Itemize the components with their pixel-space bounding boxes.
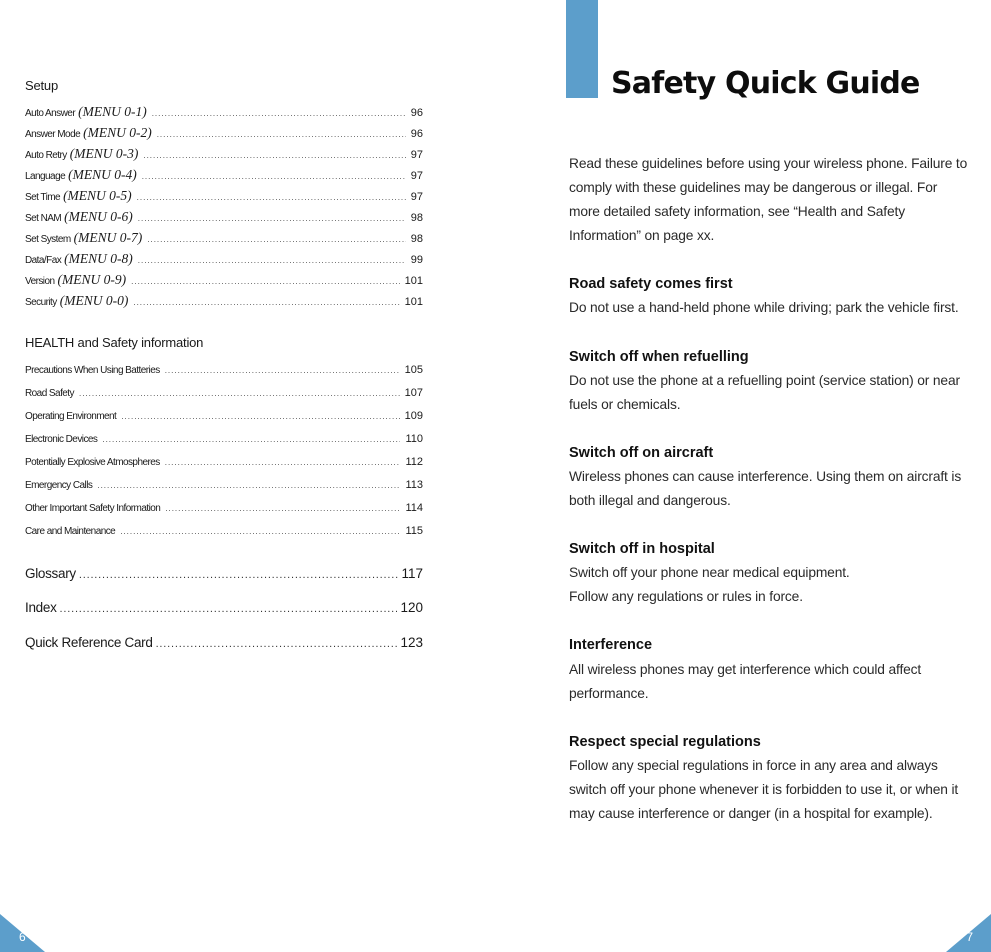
toc-entry[interactable] xyxy=(25,433,423,449)
section-text: Follow any special regulations in force in any area and always switch off your phone whenever it is forbidden to use it, or when it may cause interference or danger (in a hospital for example). xyxy=(569,757,959,821)
toc-entry-page: 97 xyxy=(410,170,423,182)
dot-leader xyxy=(147,235,406,244)
section-heading: Switch off on aircraft xyxy=(569,444,714,461)
toc-entry-label: Road Safety xyxy=(25,388,74,399)
section-heading: Switch off when refuelling xyxy=(569,348,749,365)
toc-entry-page: 99 xyxy=(410,254,423,266)
safety-section xyxy=(569,730,969,826)
dot-leader xyxy=(131,277,400,286)
toc-entry-menu: (MENU 0-6) xyxy=(64,209,133,224)
toc-entry-label: Emergency Calls xyxy=(25,480,93,491)
toc-entry-page: 105 xyxy=(404,364,423,376)
toc-entry-page: 110 xyxy=(405,433,423,445)
toc-entry-page: 98 xyxy=(410,233,423,245)
dot-leader xyxy=(97,481,400,490)
dot-leader xyxy=(165,458,401,467)
toc-entry-page: 117 xyxy=(401,566,423,581)
dot-leader xyxy=(165,504,400,513)
toc-entry-page: 112 xyxy=(405,456,423,468)
toc-entry-page: 107 xyxy=(404,387,423,399)
dot-leader xyxy=(60,603,398,615)
dot-leader xyxy=(79,389,400,398)
dot-leader xyxy=(143,151,405,160)
toc-entry[interactable] xyxy=(25,167,423,183)
toc-entry[interactable] xyxy=(25,479,423,495)
toc-entry-label: Auto Retry xyxy=(25,150,67,161)
dot-leader xyxy=(152,109,406,118)
dot-leader xyxy=(165,366,400,375)
toc-entry-label: Set NAM xyxy=(25,213,62,224)
toc-entry-page: 101 xyxy=(404,275,423,287)
section-heading: Switch off in hospital xyxy=(569,541,715,558)
dot-leader xyxy=(138,214,406,223)
toc-entry-menu: (MENU 0-2) xyxy=(83,125,152,140)
toc-entry-page: 113 xyxy=(405,479,423,491)
safety-guide-body xyxy=(569,152,969,826)
toc-entry-page: 115 xyxy=(405,525,423,537)
toc-entry-page: 96 xyxy=(410,128,423,140)
toc-entry-label: Auto Answer xyxy=(25,108,76,119)
safety-section xyxy=(569,537,969,609)
toc-entry[interactable] xyxy=(25,293,423,309)
toc-entry-label: Care and Maintenance xyxy=(25,526,116,537)
setup-heading: Setup xyxy=(25,78,58,93)
toc-entry-menu: (MENU 0-9) xyxy=(57,272,127,287)
toc-entry[interactable] xyxy=(25,188,423,204)
toc-entry-menu: (MENU 0-0) xyxy=(59,293,129,308)
toc-entry-page: 97 xyxy=(410,191,423,203)
toc-major-entry[interactable] xyxy=(25,635,423,655)
toc-entry-label: Version xyxy=(25,276,55,287)
toc-entry[interactable] xyxy=(25,456,423,472)
toc-entry-menu: (MENU 0-7) xyxy=(73,230,143,245)
toc-entry[interactable] xyxy=(25,525,423,541)
toc-entry-menu: (MENU 0-3) xyxy=(69,146,139,161)
toc-entry-page: 96 xyxy=(410,107,423,119)
safety-section xyxy=(569,441,969,513)
toc-entry-label: Language xyxy=(25,171,66,182)
toc-entry[interactable] xyxy=(25,387,423,403)
toc-entry[interactable] xyxy=(25,272,423,288)
section-heading: Interference xyxy=(569,637,653,654)
section-heading: Respect special regulations xyxy=(569,733,761,750)
toc-entry[interactable] xyxy=(25,364,423,380)
dot-leader xyxy=(142,172,406,181)
safety-section xyxy=(569,345,969,417)
toc-entry-label: Index xyxy=(25,600,57,615)
dot-leader xyxy=(120,527,400,536)
toc-entry[interactable] xyxy=(25,410,423,426)
section-text: All wireless phones may get interference which could affect performance. xyxy=(569,661,922,701)
toc-entry[interactable] xyxy=(25,251,423,267)
toc-entry-label: Potentially Explosive Atmospheres xyxy=(25,457,160,468)
toc-entry-menu: (MENU 0-1) xyxy=(78,104,147,119)
toc-entry-page: 120 xyxy=(400,600,423,615)
page-title: Safety Quick Guide xyxy=(611,66,920,101)
intro-paragraph: Read these guidelines before using your wireless phone. Failure to comply with these guidelines may be dangerous or illegal. For more detailed safety information, see “Health and Safety Information” on page xx. xyxy=(569,156,968,244)
dot-leader xyxy=(156,638,398,650)
safety-section xyxy=(569,633,969,705)
toc-entry-menu: (MENU 0-8) xyxy=(64,251,133,266)
toc-entry-page: 114 xyxy=(405,502,423,514)
safety-section xyxy=(569,272,969,320)
dot-leader xyxy=(137,193,406,202)
toc-entry-label: Quick Reference Card xyxy=(25,635,153,650)
toc-entry-page: 98 xyxy=(410,212,423,224)
toc-entry-page: 109 xyxy=(404,410,423,422)
toc-entry-label: Other Important Safety Information xyxy=(25,503,161,514)
toc-entry-label: Electronic Devices xyxy=(25,434,98,445)
page-number-right: 7 xyxy=(966,930,973,944)
toc-entry-menu: (MENU 0-5) xyxy=(63,188,132,203)
section-heading: Road safety comes first xyxy=(569,276,733,293)
section-text: Wireless phones can cause interference. Using them on aircraft is both illegal and dangerous. xyxy=(569,468,962,509)
dot-leader xyxy=(133,298,399,307)
toc-entry-label: Set Time xyxy=(25,192,61,203)
toc-major-entry[interactable] xyxy=(25,600,423,620)
toc-entry-label: Answer Mode xyxy=(25,129,81,140)
section-text: Do not use a hand-held phone while driving; park the vehicle first. xyxy=(569,300,959,316)
section-text: Do not use the phone at a refuelling point (service station) or near fuels or chemicals. xyxy=(569,372,960,412)
health-heading: HEALTH and Safety information xyxy=(25,335,204,350)
toc-entry-page: 97 xyxy=(410,149,423,161)
toc-entry-menu: (MENU 0-4) xyxy=(68,167,137,182)
dot-leader xyxy=(102,435,400,444)
accent-bar xyxy=(566,0,598,98)
dot-leader xyxy=(121,412,399,421)
toc-entry-page: 101 xyxy=(404,296,423,308)
toc-entry[interactable] xyxy=(25,146,423,162)
toc-entry-label: Security xyxy=(25,297,57,308)
page-number-left: 6 xyxy=(19,930,26,944)
toc-major-entry[interactable] xyxy=(25,566,423,586)
toc-entry[interactable] xyxy=(25,125,423,141)
dot-leader xyxy=(79,569,399,581)
toc-entry[interactable] xyxy=(25,104,423,120)
section-text: Switch off your phone near medical equipment. Follow any regulations or rules in force. xyxy=(569,565,850,605)
dot-leader xyxy=(157,130,406,139)
toc-entry[interactable] xyxy=(25,230,423,246)
toc-entry[interactable] xyxy=(25,502,423,518)
toc-entry-page: 123 xyxy=(400,635,423,650)
toc-entry-label: Precautions When Using Batteries xyxy=(25,365,160,376)
toc-entry-label: Set System xyxy=(25,234,71,245)
toc-entry-label: Data/Fax xyxy=(25,255,62,266)
toc-entry[interactable] xyxy=(25,209,423,225)
toc-entry-label: Operating Environment xyxy=(25,411,117,422)
toc-entry-label: Glossary xyxy=(25,566,76,581)
dot-leader xyxy=(138,256,406,265)
